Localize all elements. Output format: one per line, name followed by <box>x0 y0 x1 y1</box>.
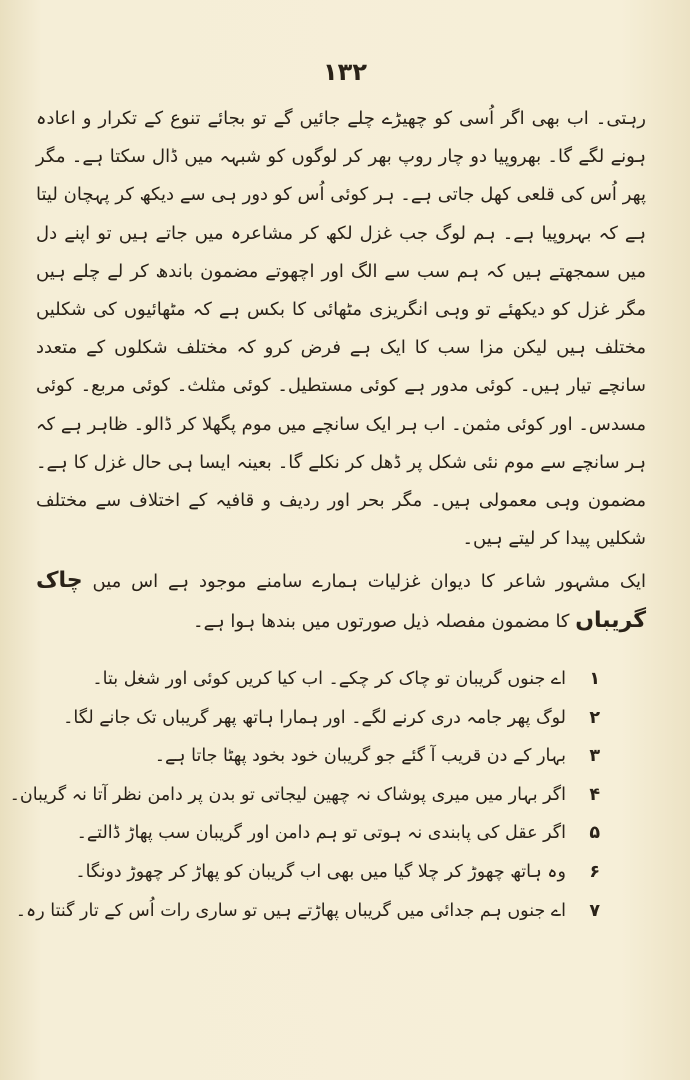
verse-text: لوگ پھر جامہ دری کرنے لگے۔ اور ہمارا ہاتھ پھر گریباں تک جانے لگا۔ <box>63 707 566 728</box>
verse-item <box>9 776 600 815</box>
verse-number: ۳ <box>589 746 600 767</box>
verse-item <box>15 892 600 931</box>
verse-list <box>9 660 600 930</box>
verse-number: ۴ <box>589 784 600 805</box>
verse-number: ۲ <box>589 707 600 728</box>
intro-emphasis: چاک گریباں <box>36 568 646 633</box>
verse-text: اے جنوں ہم جدائی میں گریباں پھاڑتے ہیں تو ساری رات اُس کے تار گنتا رہ۔ <box>15 900 566 921</box>
verse-item <box>40 737 600 776</box>
verse-text: اے جنوں گریبان تو چاک کر چکے۔ اب کیا کریں کوئی اور شغل بتا۔ <box>92 669 566 689</box>
verse-item <box>40 699 600 738</box>
verse-number: ۱ <box>589 669 600 689</box>
verse-item <box>40 814 600 853</box>
paragraph: رہتی۔ اب بھی اگر اُسی کو چھیڑے چلے جائیں گے تو بجائے تنوع کے تکرار و اعادہ ہونے لگے گا۔ بھروپیا دو چار روپ بھر کر لوگوں کو شبہہ میں ڈال سکتا ہے۔ مگر پھر اُس کی قلعی کھل جاتی ہے۔ ہر کوئی اُس کو دور ہی سے دیکھ کر پہچان لیتا ہے کہ بہروپیا ہے۔ ہم لوگ جب غزل لکھ کر مشاعرہ میں جاتے ہیں تو اپنے دل میں سمجھتے ہیں کہ ہم سب سے الگ اور اچھوتے مضمون باندھ کر لے چلے ہیں مگر غزل کو دیکھئے تو وہی انگریزی مٹھائی کا بکس ہے کہ مٹھائیوں کی شکلیں مختلف ہیں لیکن مزا سب کا ایک ہے فرض کرو کہ مختلف شکلوں کے متعدد سانچے تیار ہیں۔ کوئی مدور ہے کوئی مستطیل۔ کوئی مثلث۔ کوئی مربع۔ کوئی مسدس۔ اور کوئی مثمن۔ اب ہر ایک سانچے میں موم پگھلا کر ڈالو۔ ظاہر ہے کہ ہر سانچے سے موم نئی شکل پر ڈھل کر نکلے گا۔ بعینہ ایسا ہی حال غزل کا ہے۔ مضمون وہی معمولی ہیں۔ مگر بحر اور ردیف و قافیہ کے اختلاف سے مختلف شکلیں پیدا کر لیتے ہیں۔ <box>36 108 646 550</box>
verse-item <box>40 853 600 892</box>
page-number: ۱۳۲ <box>323 58 367 86</box>
intro-paragraph <box>36 562 646 640</box>
intro-before: ایک مشہور شاعر کا دیوان غزلیات ہمارے سامنے موجود ہے اس میں <box>92 571 646 593</box>
verse-text: اگر بہار میں میری پوشاک نہ چھین لیجاتی تو بدن پر دامن نظر آتا نہ گریبان۔ <box>9 784 566 805</box>
verse-item <box>40 660 600 699</box>
verse-text: اگر عقل کی پابندی نہ ہوتی تو ہم دامن اور گریبان سب پھاڑ ڈالتے۔ <box>76 823 566 844</box>
verse-number: ۵ <box>589 823 600 844</box>
verse-text: بہار کے دن قریب آ گئے جو گریبان خود بخود پھٹا جاتا ہے۔ <box>154 746 566 767</box>
verse-number: ۶ <box>589 861 600 882</box>
body-text <box>36 100 646 641</box>
verse-text: وہ ہاتھ چھوڑ کر چلا گیا میں بھی اب گریبان کو پھاڑ کر چھوڑ دونگا۔ <box>75 861 566 882</box>
intro-after: کا مضمون مفصلہ ذیل صورتوں میں بندھا ہوا ہے۔ <box>193 610 570 632</box>
verse-number: ۷ <box>589 900 600 921</box>
